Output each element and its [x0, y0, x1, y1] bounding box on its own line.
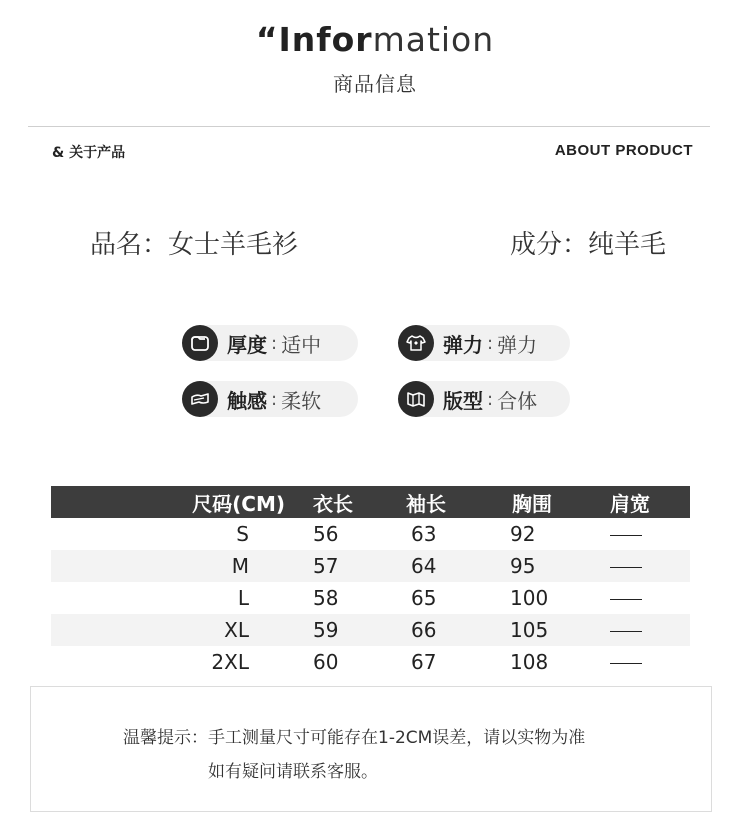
dash-line: [610, 535, 642, 536]
header-divider: [28, 126, 710, 127]
attribute-thickness: [182, 325, 358, 361]
fold-icon: [398, 381, 434, 417]
table-cell: 100: [510, 586, 549, 610]
attribute-elasticity: [398, 325, 570, 361]
attribute-value: 弹力: [497, 332, 538, 357]
table-cell: 63: [411, 522, 437, 546]
attribute-key: 触感: [227, 388, 267, 413]
tshirt-icon: [398, 325, 434, 361]
table-cell: 108: [510, 650, 549, 674]
attribute-key: 弹力: [443, 332, 483, 357]
shoulder-dash: [606, 582, 690, 614]
table-cell: 66: [401, 614, 506, 646]
attribute-fit: [398, 381, 570, 417]
table-cell: 64: [401, 550, 506, 582]
attribute-value: 柔软: [281, 388, 322, 413]
header-sleeve: 袖长: [401, 486, 506, 518]
attribute-sep: :: [487, 332, 494, 354]
table-cell: 67: [411, 650, 437, 674]
table-row: [51, 550, 690, 582]
table-cell: 59: [311, 614, 401, 646]
dash-line: [610, 599, 642, 600]
section-label-cn: & 关于产品: [52, 145, 126, 161]
table-cell: 57: [311, 550, 401, 582]
header-shoulder: 肩宽: [606, 486, 690, 518]
table-cell: S: [236, 522, 249, 546]
header-length: 衣长: [311, 486, 401, 518]
note-line-1: 温馨提示：手工测量尺寸可能存在1-2CM误差，请以实物为准: [123, 728, 586, 748]
title-bold-part: “Infor: [255, 20, 373, 59]
table-cell: 65: [411, 586, 437, 610]
table-cell: 58: [313, 586, 339, 610]
product-material: 成分：纯羊毛: [509, 230, 666, 260]
table-row: [51, 518, 690, 550]
shoulder-dash: [606, 518, 690, 550]
size-table: [51, 486, 690, 678]
dash-line: [610, 631, 642, 632]
section-label-en: ABOUT PRODUCT: [554, 142, 693, 159]
note-line-2: 如有疑问请联系客服。: [208, 762, 378, 782]
page-title: [0, 20, 750, 59]
attribute-value: 适中: [281, 332, 322, 357]
attribute-sep: :: [487, 388, 494, 410]
header-size: 尺码(CM): [51, 486, 311, 518]
header-chest: 胸围: [506, 486, 606, 518]
table-cell: 60: [313, 650, 339, 674]
table-row: [51, 582, 690, 614]
product-name: 品名：女士羊毛衫: [90, 230, 299, 260]
table-cell: 56: [313, 522, 339, 546]
folder-icon: [182, 325, 218, 361]
attribute-key: 版型: [443, 388, 483, 413]
dash-line: [610, 567, 642, 568]
table-cell: 2XL: [211, 650, 249, 674]
table-row: [51, 646, 690, 678]
attribute-sep: :: [271, 332, 278, 354]
attribute-key: 厚度: [227, 332, 267, 357]
table-cell: M: [51, 550, 311, 582]
table-cell: L: [237, 586, 249, 610]
attribute-touch: [182, 381, 358, 417]
page-subtitle: 商品信息: [333, 72, 417, 96]
table-cell: 92: [510, 522, 536, 546]
table-cell: XL: [51, 614, 311, 646]
table-header-row: [51, 486, 690, 518]
table-cell: 95: [506, 550, 606, 582]
dash-line: [610, 663, 642, 664]
table-cell: 105: [506, 614, 606, 646]
attribute-value: 合体: [497, 388, 538, 413]
shoulder-dash: [606, 614, 690, 646]
attribute-sep: :: [271, 388, 278, 410]
table-row: [51, 614, 690, 646]
shoulder-dash: [606, 550, 690, 582]
fabric-icon: [182, 381, 218, 417]
title-light-part: mation: [372, 20, 495, 59]
shoulder-dash: [606, 646, 690, 678]
note-box: [30, 686, 712, 812]
